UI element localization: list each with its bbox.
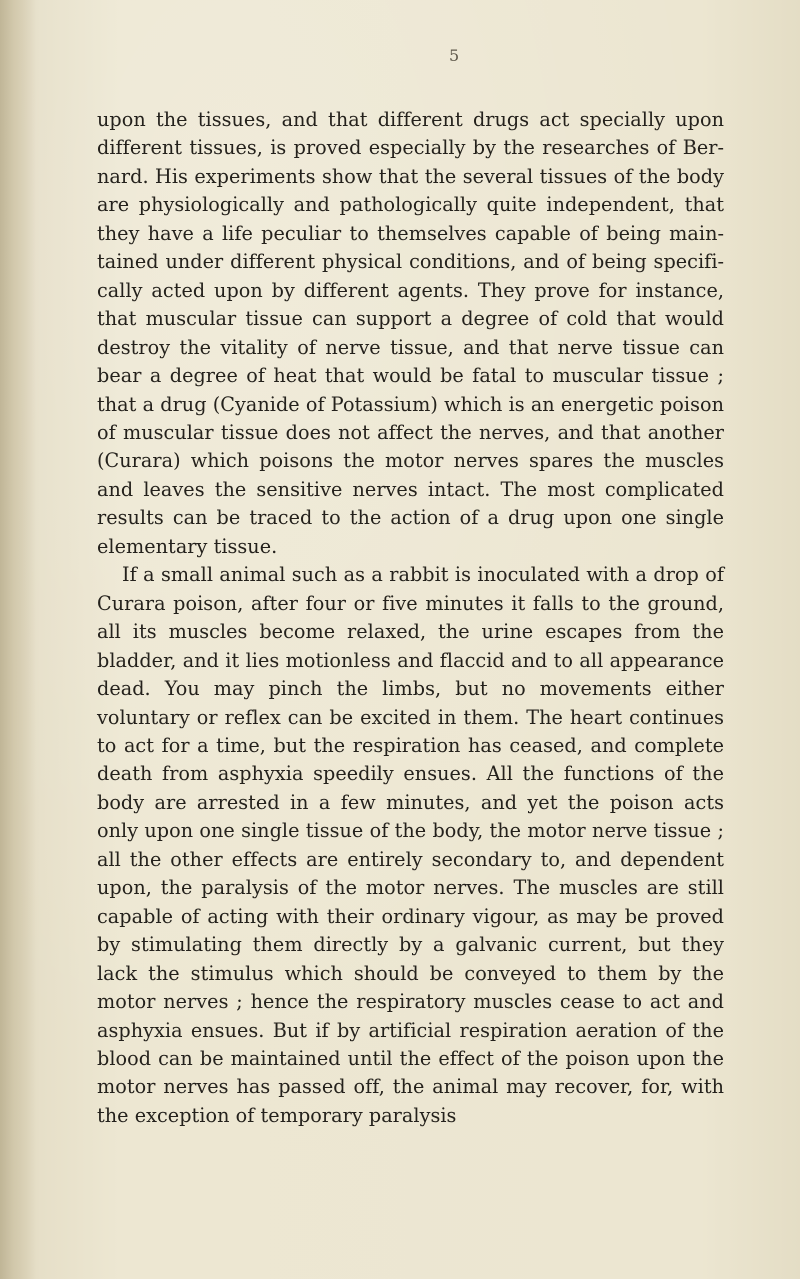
- body-text: [97, 106, 724, 1130]
- page-binding-shadow: [0, 0, 36, 1279]
- paragraph-1: upon the tissues, and that different drugs act specially upon different tissues, is proved especially by the researches of Bernard. His experiments show that the several tissues of the body are physiologically and pathologically quite independent, that they have a life peculiar to themselves capable of being maintained under different physical conditions, and of being specifically acted upon by different agents. They prove for instance, that muscular tissue can support a degree of cold that would destroy the vitality of nerve tissue, and that nerve tissue can bear a degree of heat that would be fatal to muscular tissue ; that a drug (Cyanide of Potassium) which is an energetic poison of muscular tissue does not affect the nerves, and that another (Curara) which poisons the motor nerves spares the muscles and leaves the sensitive nerves intact. The most complicated results can be traced to the action of a drug upon one single elementary tissue.: [97, 108, 724, 558]
- page-number: 5: [449, 46, 460, 65]
- paragraph-2: If a small animal such as a rabbit is inoculated with a drop of Curara poison, after four or five minutes it falls to the ground, all its muscles become relaxed, the urine escapes from the bladder, and it lies motionless and flaccid and to all appearance dead. You may pinch the limbs, but no movements either voluntary or reflex can be excited in them. The heart continues to act for a time, but the respiration has ceased, and complete death from asphyxia speedily ensues. All the functions of the body are arrested in a few minutes, and yet the poison acts only upon one single tissue of the body, the motor nerve tissue ; all the other effects are entirely secondary to, and dependent upon, the paralysis of the motor nerves. The muscles are still capable of acting with their ordinary vigour, as may be proved by stimulating them directly by a galvanic current, but they lack the stimulus which should be conveyed to them by the motor nerves ; hence the respiratory muscles cease to act and asphyxia ensues. But if by artificial respiration aeration of the blood can be maintained until the effect of the poison upon the motor nerves has passed off, the animal may recover, for, with the exception of temporary paralysis: [97, 563, 724, 1127]
